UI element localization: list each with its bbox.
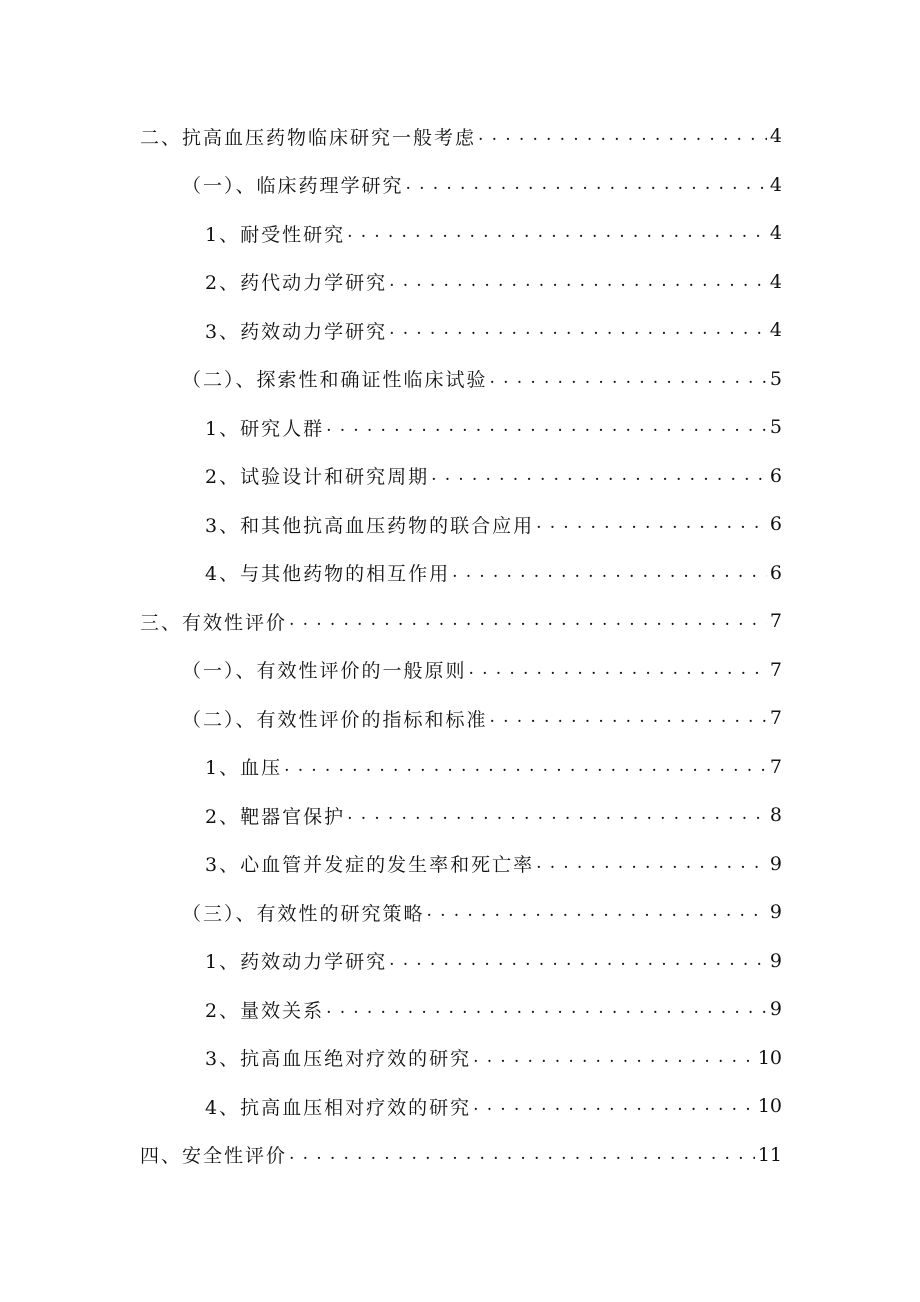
- toc-entry-page-number: 6: [769, 513, 782, 536]
- toc-entry-title: 四、安全性评价: [140, 1145, 288, 1168]
- dot-leader: [389, 271, 767, 293]
- toc-entry[interactable]: [0, 985, 920, 1034]
- dot-leader: [326, 998, 767, 1020]
- toc-entry[interactable]: [0, 694, 920, 743]
- toc-entry-title: 3、抗高血压绝对疗效的研究: [205, 1048, 472, 1071]
- toc-entry-page-number: 7: [769, 610, 782, 633]
- dot-leader: [469, 659, 767, 681]
- toc-entry-title: 2、量效关系: [205, 999, 325, 1022]
- toc-entry-title: （一）、临床药理学研究: [182, 175, 404, 198]
- toc-entry[interactable]: [0, 500, 920, 549]
- table-of-contents: [0, 112, 920, 1179]
- toc-entry-title: 1、药效动力学研究: [205, 951, 388, 974]
- dot-leader: [289, 1144, 755, 1166]
- toc-entry[interactable]: [0, 161, 920, 210]
- dot-leader: [431, 465, 767, 487]
- toc-entry[interactable]: [0, 306, 920, 355]
- toc-entry-title: （三）、有效性的研究策略: [182, 902, 425, 925]
- toc-entry-title: 2、试验设计和研究周期: [205, 466, 430, 489]
- dot-leader: [326, 416, 767, 438]
- dot-leader: [473, 1047, 755, 1069]
- toc-entry[interactable]: [0, 452, 920, 501]
- toc-entry-page-number: 9: [769, 998, 782, 1021]
- toc-entry-title: 1、研究人群: [205, 417, 325, 440]
- toc-entry-page-number: 4: [769, 319, 782, 342]
- toc-entry[interactable]: [0, 258, 920, 307]
- dot-leader: [389, 950, 767, 972]
- toc-entry-page-number: 9: [769, 901, 782, 924]
- toc-entry[interactable]: [0, 549, 920, 598]
- dot-leader: [490, 707, 767, 729]
- toc-entry-page-number: 7: [769, 755, 782, 778]
- toc-entry[interactable]: [0, 791, 920, 840]
- toc-entry[interactable]: [0, 743, 920, 792]
- toc-entry-page-number: 10: [757, 1095, 782, 1118]
- toc-entry-page-number: 6: [769, 561, 782, 584]
- toc-entry-title: 二、抗高血压药物临床研究一般考虑: [140, 126, 477, 149]
- dot-leader: [406, 174, 767, 196]
- toc-entry-page-number: 5: [769, 416, 782, 439]
- toc-entry-page-number: 4: [769, 125, 782, 148]
- dot-leader: [536, 513, 767, 535]
- toc-entry-title: 2、药代动力学研究: [205, 272, 388, 295]
- dot-leader: [284, 756, 767, 778]
- toc-entry-page-number: 6: [769, 464, 782, 487]
- toc-entry-page-number: 4: [769, 270, 782, 293]
- toc-entry-page-number: 11: [757, 1143, 782, 1166]
- toc-entry-title: 3、和其他抗高血压药物的联合应用: [205, 514, 535, 537]
- toc-entry-title: 三、有效性评价: [140, 611, 288, 634]
- toc-entry[interactable]: [0, 112, 920, 161]
- dot-leader: [347, 804, 767, 826]
- toc-entry-title: （一）、有效性评价的一般原则: [182, 660, 467, 683]
- toc-entry-title: （二）、有效性评价的指标和标准: [182, 708, 488, 731]
- toc-entry[interactable]: [0, 1034, 920, 1083]
- toc-entry[interactable]: [0, 1131, 920, 1180]
- toc-entry-title: 3、心血管并发症的发生率和死亡率: [205, 854, 535, 877]
- toc-entry-title: 4、与其他药物的相互作用: [205, 563, 451, 586]
- dot-leader: [389, 319, 767, 341]
- toc-entry-title: 4、抗高血压相对疗效的研究: [205, 1096, 472, 1119]
- toc-entry-page-number: 8: [769, 804, 782, 827]
- toc-entry-page-number: 9: [769, 852, 782, 875]
- toc-entry-title: 3、药效动力学研究: [205, 320, 388, 343]
- toc-entry[interactable]: [0, 597, 920, 646]
- toc-entry-title: （二）、探索性和确证性临床试验: [182, 369, 488, 392]
- toc-entry-page-number: 5: [769, 367, 782, 390]
- toc-entry[interactable]: [0, 840, 920, 889]
- toc-entry-page-number: 7: [769, 707, 782, 730]
- dot-leader: [478, 125, 767, 147]
- dot-leader: [536, 853, 767, 875]
- dot-leader: [289, 610, 767, 632]
- toc-entry-page-number: 10: [757, 1046, 782, 1069]
- toc-entry[interactable]: [0, 1082, 920, 1131]
- toc-entry[interactable]: [0, 209, 920, 258]
- toc-entry-page-number: 4: [769, 173, 782, 196]
- toc-entry-page-number: 4: [769, 222, 782, 245]
- dot-leader: [490, 368, 767, 390]
- toc-entry-title: 1、血压: [205, 757, 283, 780]
- dot-leader: [473, 1095, 755, 1117]
- toc-entry[interactable]: [0, 403, 920, 452]
- toc-entry-title: 2、靶器官保护: [205, 805, 346, 828]
- toc-entry[interactable]: [0, 355, 920, 404]
- dot-leader: [427, 901, 767, 923]
- toc-entry-title: 1、耐受性研究: [205, 223, 346, 246]
- toc-entry[interactable]: [0, 646, 920, 695]
- dot-leader: [347, 222, 767, 244]
- toc-entry-page-number: 9: [769, 949, 782, 972]
- toc-entry-page-number: 7: [769, 658, 782, 681]
- toc-entry[interactable]: [0, 888, 920, 937]
- toc-entry[interactable]: [0, 937, 920, 986]
- dot-leader: [452, 562, 767, 584]
